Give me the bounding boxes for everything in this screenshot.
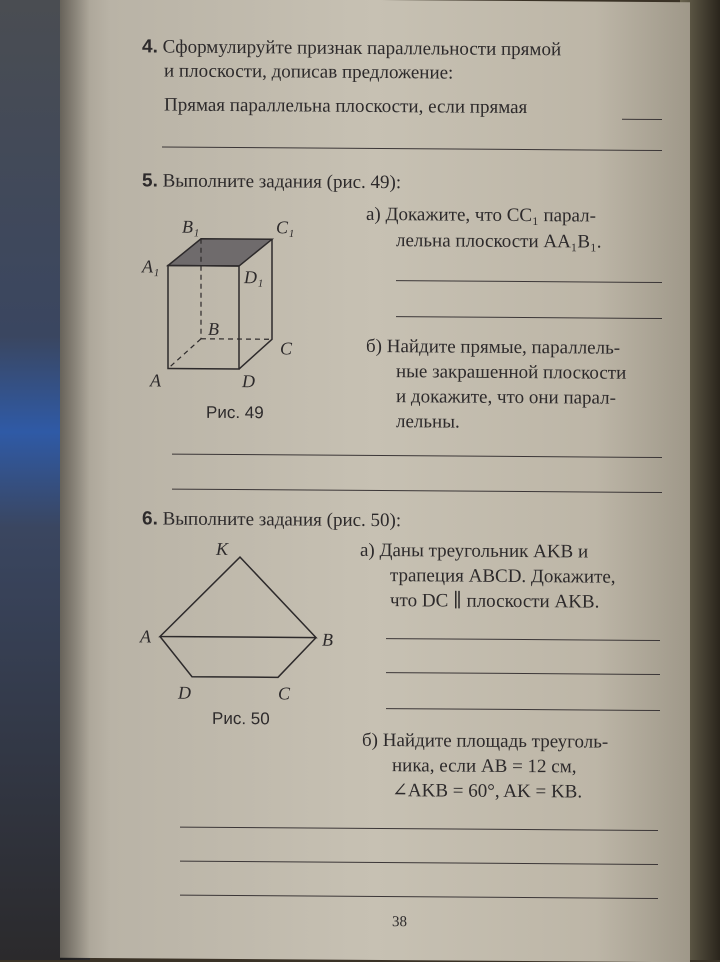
task5-a-answer-line-2[interactable] bbox=[396, 316, 662, 319]
task5-part-a-line2: лельна плоскости AA₁B₁. bbox=[396, 230, 601, 253]
label-A: A bbox=[149, 370, 162, 390]
task5-part-a-line1: а) Докажите, что CC₁ парал- bbox=[366, 204, 596, 228]
label-B-fig50: B bbox=[322, 630, 333, 650]
task5-part-b-line3: и докажите, что они парал- bbox=[396, 386, 616, 410]
shaded-face bbox=[168, 239, 272, 267]
task5-b-answer-line-2[interactable] bbox=[172, 489, 662, 493]
task6-b-answer-line-2[interactable] bbox=[180, 861, 658, 865]
task5-part-b-line4: лельны. bbox=[396, 411, 460, 433]
task5-heading bbox=[142, 170, 401, 194]
task4-answer-line-2[interactable] bbox=[162, 147, 662, 151]
task4-line2: и плоскости, дописав предложение: bbox=[164, 61, 453, 85]
label-D1: D₁ bbox=[243, 267, 263, 287]
figure-49-caption: Рис. 49 bbox=[206, 403, 264, 423]
page-number: 38 bbox=[392, 914, 407, 931]
task6-part-b-line3: ∠AKB = 60°, AK = KB. bbox=[392, 780, 582, 803]
task6-part-b-line1: б) Найдите площадь треуголь- bbox=[362, 730, 608, 754]
task4-number: 4. bbox=[142, 36, 158, 57]
task6-part-a-line3: что DC ∥ плоскости AKB. bbox=[390, 590, 599, 613]
task5-part-b-line1: б) Найдите прямые, параллель- bbox=[366, 336, 620, 360]
task6-part-a-line2: трапеция ABCD. Докажите, bbox=[390, 565, 616, 589]
task4-heading bbox=[142, 36, 561, 61]
task5-part-b-line2: ные закрашенной плоскости bbox=[396, 361, 626, 385]
label-A-fig50: A bbox=[139, 626, 152, 646]
task6-b-answer-line-1[interactable] bbox=[180, 827, 658, 831]
task6-heading bbox=[142, 508, 401, 532]
label-C-fig50: C bbox=[278, 683, 291, 703]
task6-b-answer-line-3[interactable] bbox=[180, 895, 658, 899]
task4-line1: Сформулируйте признак параллельности прямой bbox=[163, 37, 562, 61]
task6-title: Выполните задания (рис. 50): bbox=[163, 509, 402, 532]
figure-50-caption: Рис. 50 bbox=[212, 709, 270, 729]
triangle-akb bbox=[160, 556, 316, 637]
task5-title: Выполните задания (рис. 49): bbox=[163, 171, 402, 194]
task5-a-answer-line-1[interactable] bbox=[396, 280, 662, 283]
label-B1: B₁ bbox=[182, 217, 199, 237]
workbook-page bbox=[60, 0, 690, 962]
task6-a-answer-line-2[interactable] bbox=[386, 672, 660, 675]
task4-answer-line-1[interactable] bbox=[622, 119, 662, 120]
label-D: D bbox=[241, 371, 255, 391]
label-C: C bbox=[280, 338, 293, 358]
label-K: K bbox=[215, 539, 229, 559]
label-C1: C₁ bbox=[276, 217, 294, 237]
task6-part-a-line1: а) Даны треугольник AKB и bbox=[360, 540, 588, 564]
task6-number: 6. bbox=[142, 508, 158, 529]
hidden-edge-ab bbox=[168, 339, 201, 369]
task4-statement: Прямая параллельна плоскости, если прямая bbox=[164, 95, 527, 120]
page-gutter-shadow bbox=[60, 0, 90, 960]
task6-a-answer-line-1[interactable] bbox=[386, 638, 660, 641]
task5-number: 5. bbox=[142, 170, 158, 191]
cube-front-face bbox=[168, 266, 239, 369]
task6-a-answer-line-3[interactable] bbox=[386, 708, 660, 711]
label-B: B bbox=[208, 319, 219, 339]
label-A1: A₁ bbox=[141, 256, 159, 276]
task5-b-answer-line-1[interactable] bbox=[172, 454, 662, 458]
label-D-fig50: D bbox=[177, 683, 191, 703]
figure-49-cube bbox=[140, 208, 340, 404]
task6-part-b-line2: ника, если AB = 12 см, bbox=[392, 755, 577, 778]
figure-50-trapezoid bbox=[138, 538, 338, 709]
trapezoid-abcd bbox=[160, 636, 316, 677]
